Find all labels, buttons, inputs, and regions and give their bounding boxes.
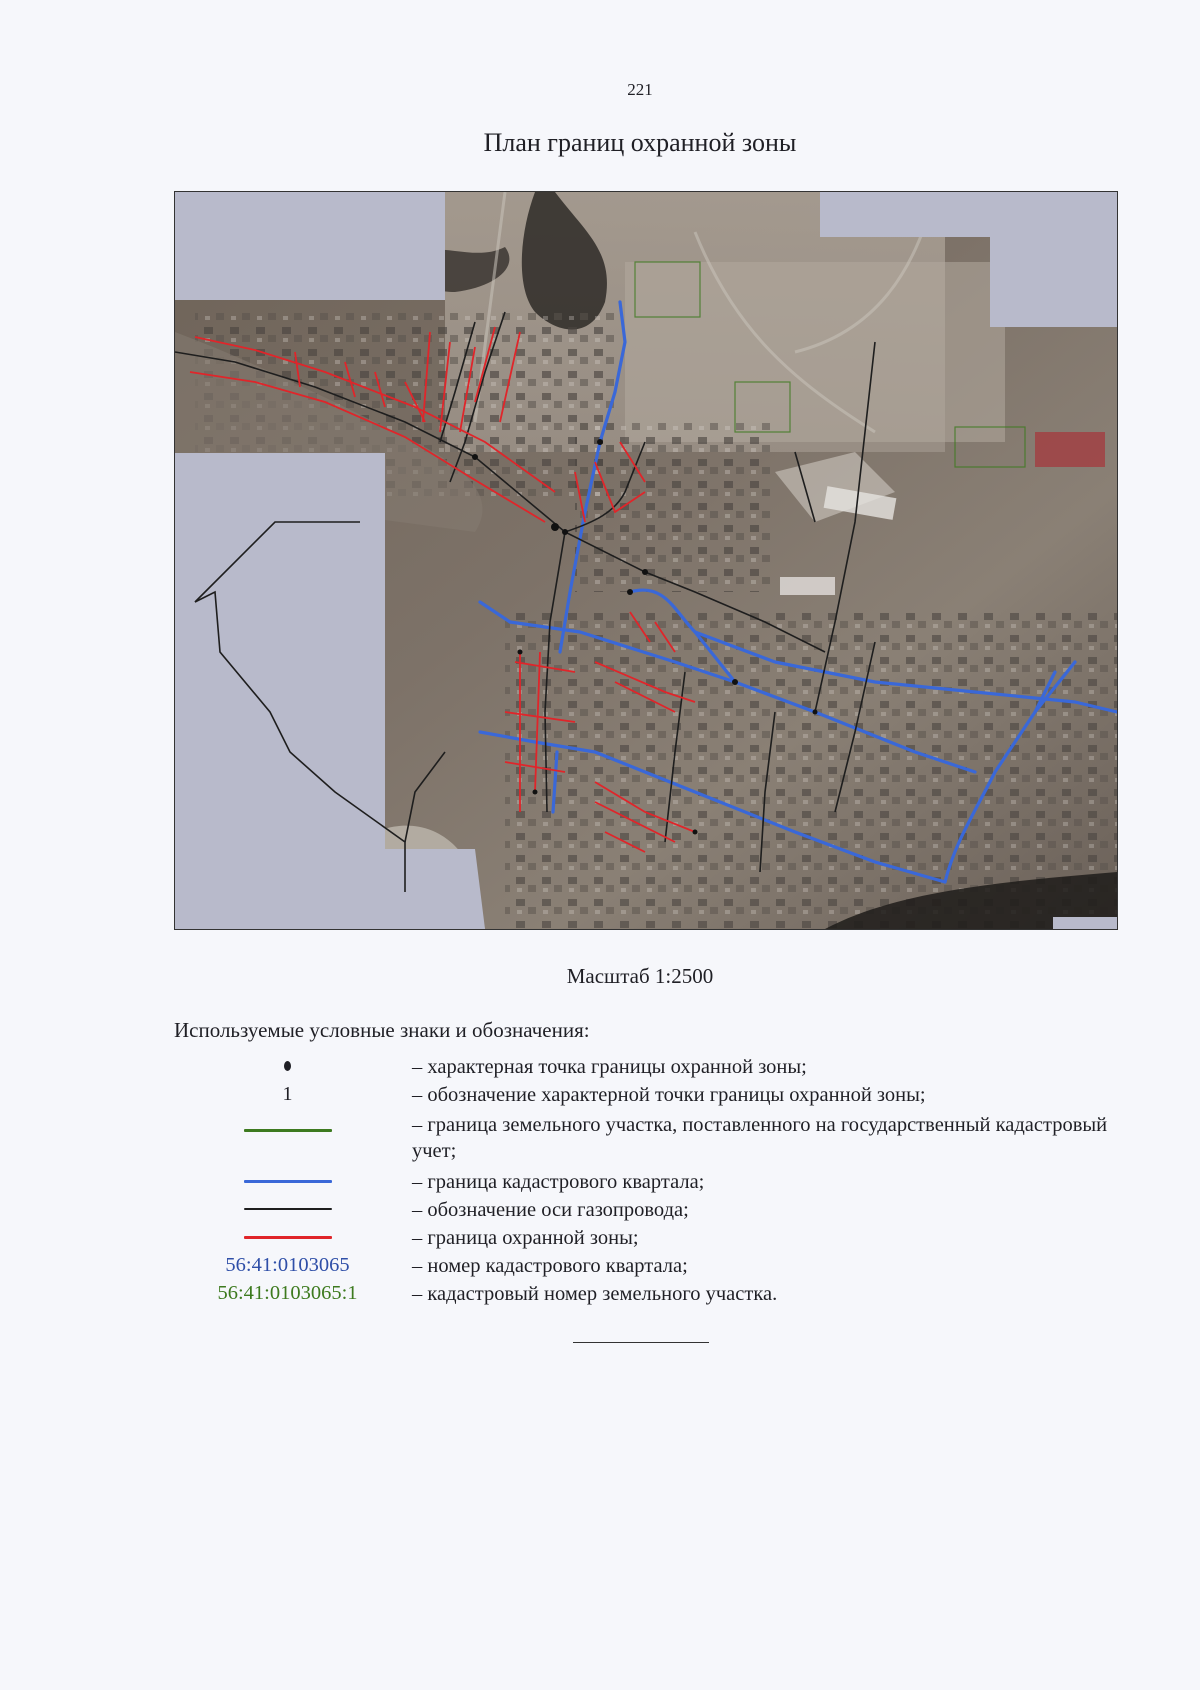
legend-symbol: [200, 1223, 375, 1251]
legend-symbol: [200, 1279, 375, 1307]
quarter-number-sample: 56:41:0103065: [225, 1253, 350, 1276]
legend-label: – номер кадастрового квартала;: [412, 1255, 688, 1277]
legend-item-point-label: [0, 1080, 1200, 1108]
legend-label: – характерная точка границы охранной зоны;: [412, 1056, 807, 1078]
point-marker-icon: [284, 1061, 291, 1071]
legend-label: – граница охранной зоны;: [412, 1227, 639, 1249]
legend-item-protection-zone: [0, 1223, 1200, 1251]
protection-zone-line-swatch: [244, 1236, 332, 1239]
cadastral-quarter-line-swatch: [244, 1180, 332, 1183]
point-number-sample: 1: [282, 1082, 293, 1105]
legend-item-cadastral-quarter: [0, 1167, 1200, 1195]
page-number: 221: [627, 80, 653, 99]
map-canvas[interactable]: [175, 192, 1117, 929]
land-parcel-line-swatch: [244, 1129, 332, 1132]
legend-heading: Используемые условные знаки и обозначения:: [174, 1018, 590, 1042]
legend-item-parcel-number: [0, 1279, 1200, 1307]
legend-item-point: [0, 1052, 1200, 1080]
map-frame[interactable]: [174, 191, 1118, 930]
legend-label: – граница кадастрового квартала;: [412, 1171, 705, 1193]
page-title: План границ охранной зоны: [483, 128, 797, 157]
map-scale: Масштаб 1:2500: [566, 964, 714, 988]
legend-label: – обозначение характерной точки границы охранной зоны;: [412, 1084, 926, 1106]
legend-symbol: [200, 1195, 375, 1223]
closing-rule: [573, 1342, 709, 1343]
legend-item-land-parcel: [0, 1110, 1200, 1166]
legend-item-quarter-number: [0, 1251, 1200, 1279]
legend-label: – обозначение оси газопровода;: [412, 1199, 689, 1221]
legend-item-gas-pipeline: [0, 1195, 1200, 1223]
legend-symbol: [200, 1116, 375, 1144]
legend-symbol: [200, 1052, 375, 1080]
legend-symbol: [200, 1251, 375, 1279]
gas-pipeline-line-swatch: [244, 1208, 332, 1209]
legend-label: – кадастровый номер земельного участка.: [412, 1283, 778, 1305]
parcel-number-sample: 56:41:0103065:1: [217, 1281, 358, 1304]
legend-symbol: [200, 1080, 375, 1108]
legend-label: – граница земельного участка, поставленного на государственный кадастровый учет;: [412, 1114, 1108, 1162]
legend-symbol: [200, 1167, 375, 1195]
